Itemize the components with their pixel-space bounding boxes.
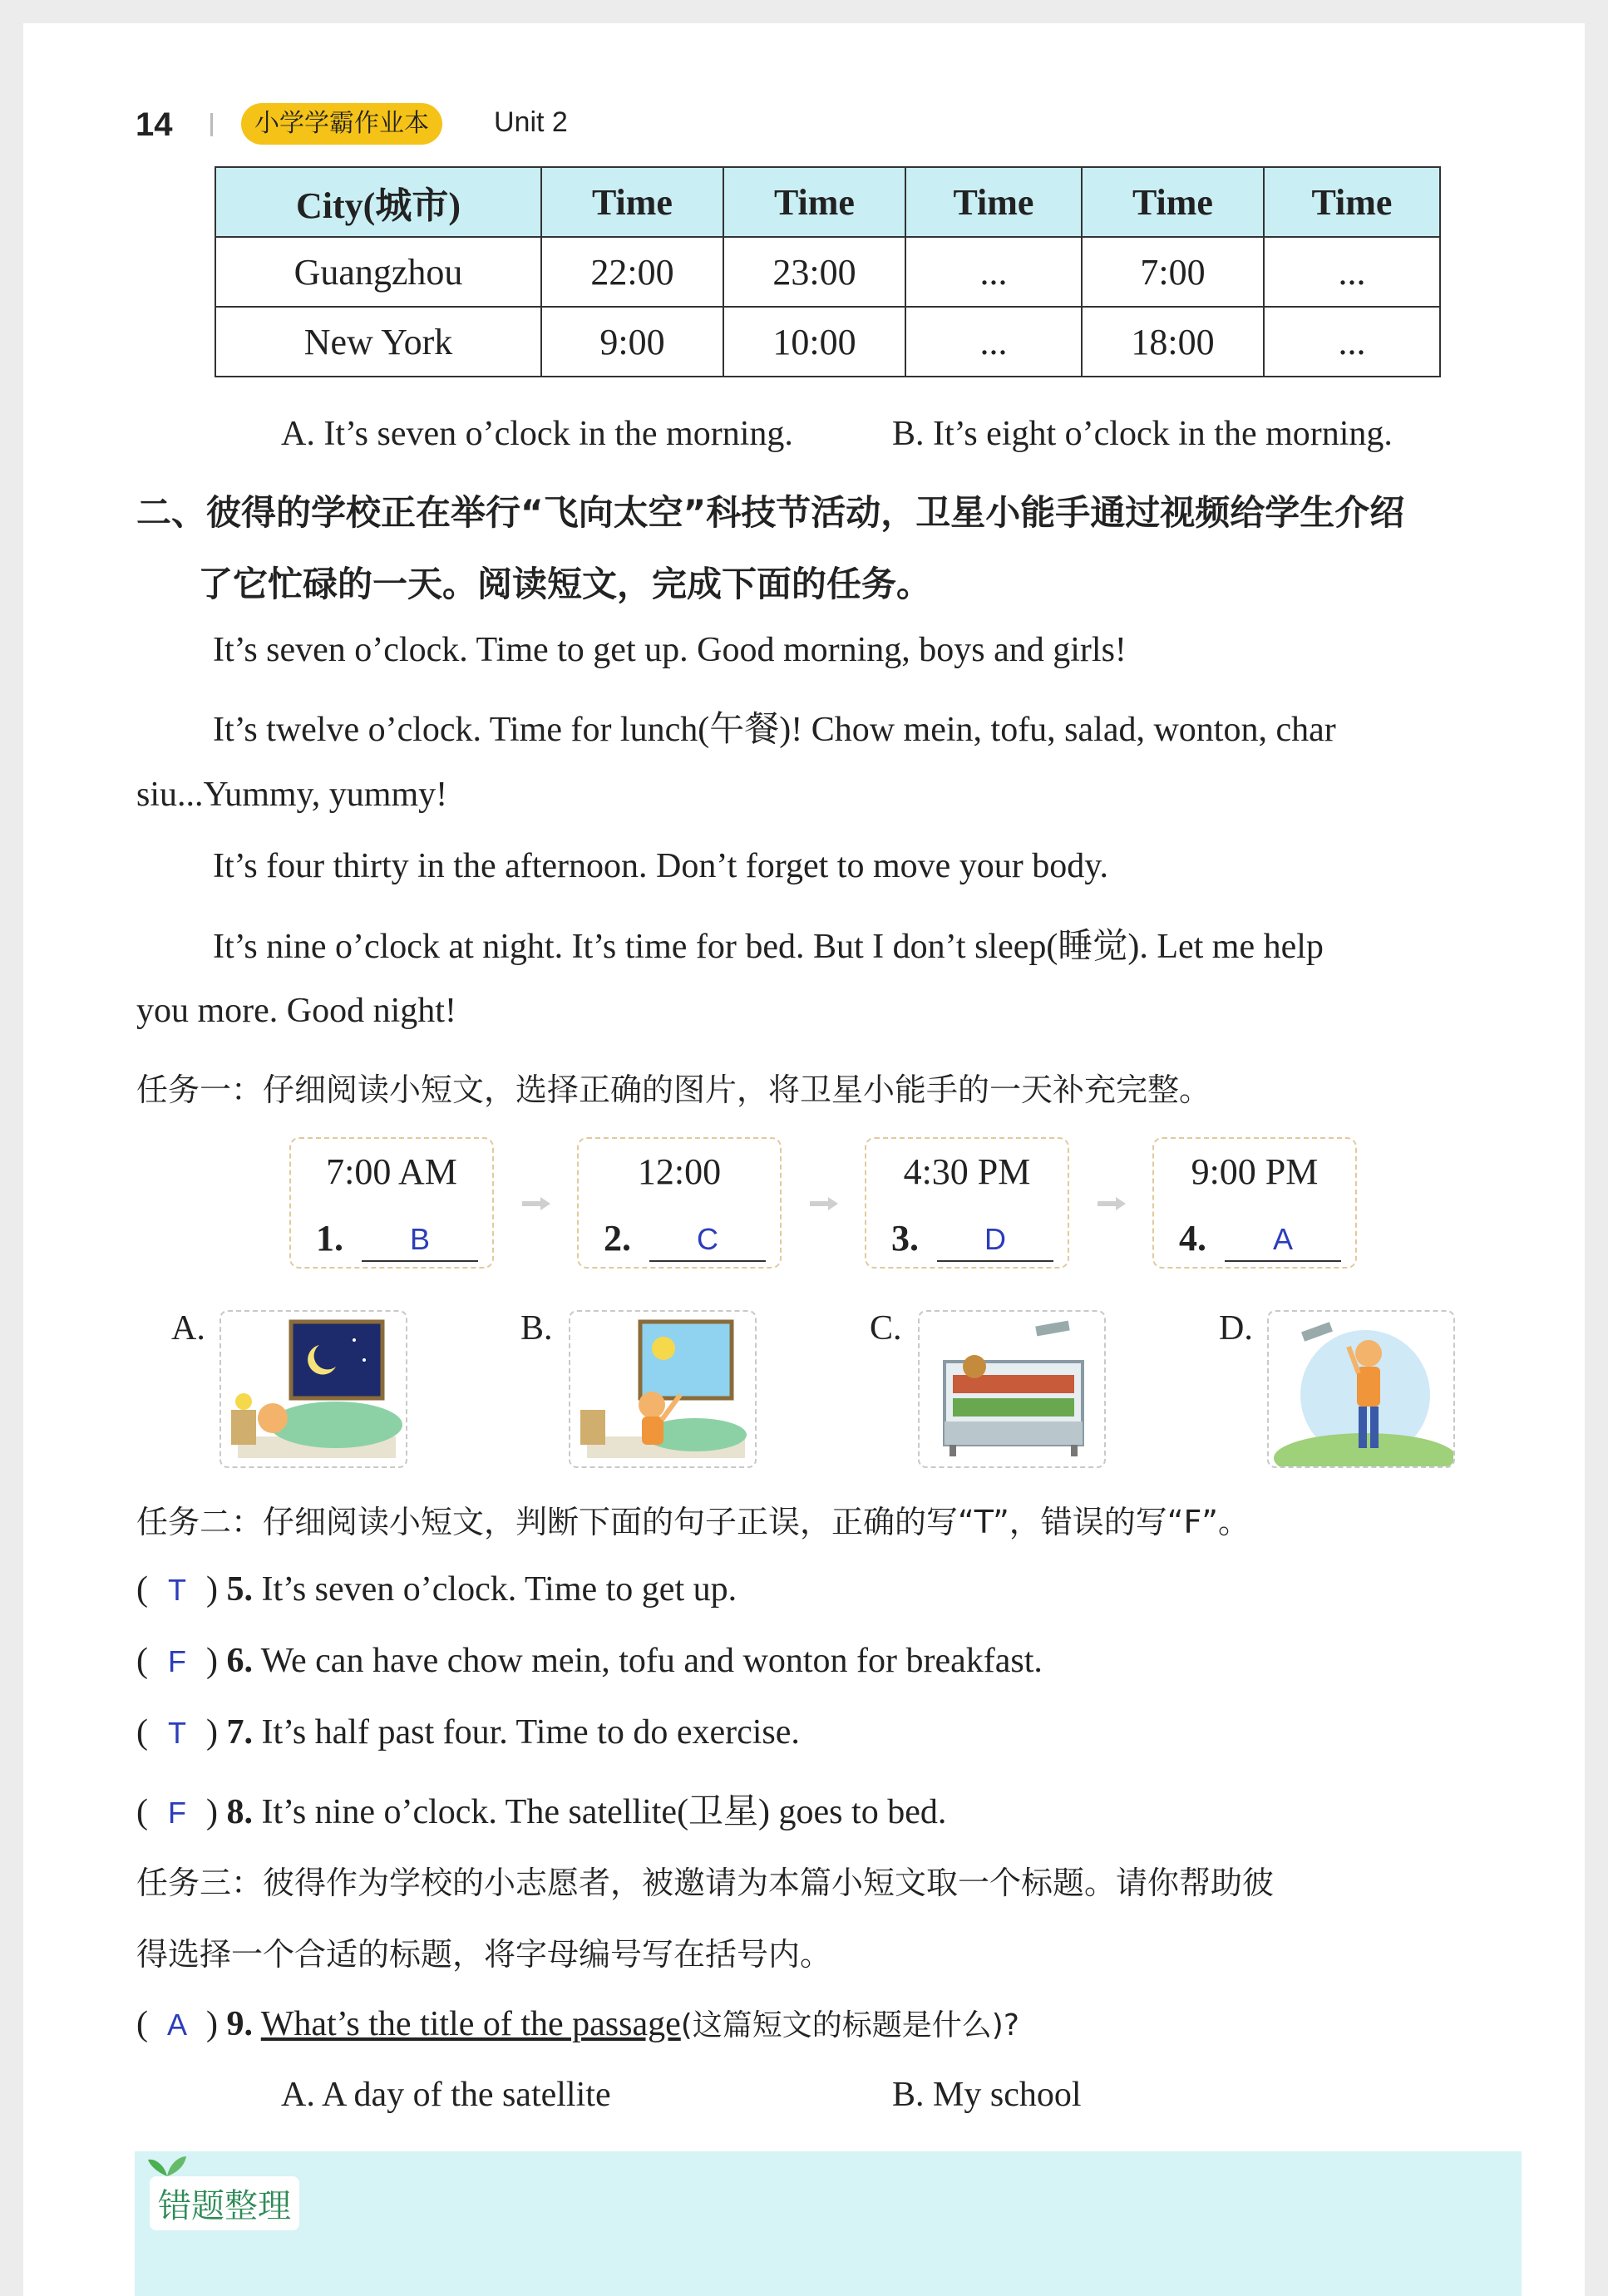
tf-answer[interactable]: T <box>168 1573 186 1607</box>
task2-instruction: 任务二：仔细阅读小短文，判断下面的句子正误，正确的写“T”，错误的写“F”。 <box>136 1504 1250 1540</box>
task2-item: ( F ) 8. It’s nine o’clock. The satellite(卫星) goes to bed. <box>136 1793 947 1831</box>
passage-line: It’s twelve o’clock. Time for lunch(午餐)! Chow mein, tofu, salad, wonton, char <box>213 711 1336 749</box>
table-header-cell: Time <box>905 167 1082 237</box>
picture-letter: A. <box>171 1309 205 1348</box>
table-cell: 7:00 <box>1082 237 1264 307</box>
table-cell: New York <box>215 307 541 377</box>
tf-statement: It’s half past four. Time to do exercise. <box>261 1713 800 1752</box>
tf-answer[interactable]: T <box>168 1716 186 1750</box>
table-cell: ... <box>1264 237 1440 307</box>
table-cell: 9:00 <box>541 307 723 377</box>
task2-item: ( F ) 6. We can have chow mein, tofu and wonton for breakfast. <box>136 1642 1043 1680</box>
page-number: 14 <box>136 106 173 143</box>
book-title-badge: 小学学霸作业本 <box>241 103 442 145</box>
task3-instruction-line1: 任务三：彼得作为学校的小志愿者，被邀请为本篇小短文取一个标题。请你帮助彼 <box>136 1865 1275 1901</box>
question-number: 3. <box>891 1218 919 1259</box>
task2-item: ( T ) 5. It’s seven o’clock. Time to get up. <box>136 1570 737 1609</box>
header-divider <box>210 113 213 136</box>
question-number: 4. <box>1179 1218 1206 1259</box>
timeline-time: 7:00 AM <box>326 1151 457 1192</box>
question-number: 2. <box>604 1218 631 1259</box>
food-counter-icon <box>918 1310 1106 1468</box>
answer-blank[interactable]: B <box>362 1219 478 1262</box>
task1-instruction: 任务一：仔细阅读小短文，选择正确的图片，将卫星小能手的一天补充完整。 <box>136 1072 1211 1108</box>
picture-letter: D. <box>1219 1309 1253 1348</box>
question-number: 1. <box>316 1218 343 1259</box>
question-number: 9. <box>226 2005 253 2043</box>
timeline-box <box>865 1137 1069 1269</box>
option-b: B. My school <box>892 2076 1082 2114</box>
table-header-cell: Time <box>541 167 723 237</box>
question-number: 7. <box>226 1713 253 1752</box>
passage-line: you more. Good night! <box>136 992 456 1030</box>
table-cell: 10:00 <box>723 307 905 377</box>
error-notes-area[interactable] <box>135 2151 1522 2296</box>
question-number: 8. <box>226 1793 253 1831</box>
table-header-cell: Time <box>1082 167 1264 237</box>
tf-answer[interactable]: F <box>168 1644 186 1678</box>
workbook-page <box>23 23 1585 2296</box>
question-number: 5. <box>226 1570 253 1609</box>
arrow-right-icon <box>522 1197 550 1210</box>
city-time-table <box>215 166 1441 377</box>
timeline-time: 9:00 PM <box>1191 1151 1319 1192</box>
table-header-cell: Time <box>1264 167 1440 237</box>
tf-statement: We can have chow mein, tofu and wonton for breakfast. <box>260 1642 1043 1680</box>
timeline-box <box>289 1137 494 1269</box>
answer-blank[interactable]: C <box>649 1219 766 1262</box>
unit-label: Unit 2 <box>494 106 568 138</box>
option-a: A. It’s seven o’clock in the morning. <box>281 415 793 453</box>
table-cell: 18:00 <box>1082 307 1264 377</box>
option-a: A. A day of the satellite <box>281 2076 611 2114</box>
task2-item: ( T ) 7. It’s half past four. Time to do exercise. <box>136 1713 800 1752</box>
boy-outdoors-icon <box>1267 1310 1455 1468</box>
answer-blank[interactable]: A <box>1225 1219 1341 1262</box>
tf-answer[interactable]: F <box>168 1796 186 1830</box>
table-header-row <box>215 167 1440 237</box>
table-cell: ... <box>905 237 1082 307</box>
table-cell: 22:00 <box>541 237 723 307</box>
passage-line: It’s four thirty in the afternoon. Don’t forget to move your body. <box>213 847 1109 885</box>
leaf-icon <box>146 2153 188 2178</box>
timeline-time: 4:30 PM <box>903 1151 1031 1192</box>
waking-up-icon <box>569 1310 757 1468</box>
picture-letter: C. <box>870 1309 902 1348</box>
table-cell: 23:00 <box>723 237 905 307</box>
question-text: What’s the title of the passage <box>260 2005 681 2043</box>
timeline-box <box>1152 1137 1357 1269</box>
table-header-cell: City(城市) <box>215 167 541 237</box>
task3-instruction-line2: 得选择一个合适的标题，将字母编号写在括号内。 <box>136 1936 832 1973</box>
passage-line: It’s seven o’clock. Time to get up. Good morning, boys and girls! <box>213 631 1127 669</box>
timeline-box <box>577 1137 782 1269</box>
question-text-cn: (这篇短文的标题是什么)? <box>680 2008 1019 2042</box>
table-cell: ... <box>905 307 1082 377</box>
table-cell: Guangzhou <box>215 237 541 307</box>
error-notes-label: 错题整理 <box>150 2176 299 2230</box>
sleeping-at-night-icon <box>219 1310 407 1468</box>
picture-letter: B. <box>520 1309 553 1348</box>
tf-statement: It’s seven o’clock. Time to get up. <box>261 1570 737 1609</box>
section2-title-line2: 了它忙碌的一天。阅读短文，完成下面的任务。 <box>198 564 932 604</box>
tf-statement: It’s nine o’clock. The satellite(卫星) goes to bed. <box>261 1793 947 1831</box>
table-header-cell: Time <box>723 167 905 237</box>
task3-question: ( A ) 9. What’s the title of the passage(这篇短文的标题是什么)? <box>136 2005 1019 2043</box>
arrow-right-icon <box>810 1197 838 1210</box>
question-number: 6. <box>226 1642 253 1680</box>
table-row <box>215 307 1440 377</box>
table-row <box>215 237 1440 307</box>
answer-blank[interactable]: D <box>937 1219 1053 1262</box>
passage-line: It’s nine o’clock at night. It’s time for bed. But I don’t sleep(睡觉). Let me help <box>213 928 1324 966</box>
section2-title-line1: 二、彼得的学校正在举行“飞向太空”科技节活动，卫星小能手通过视频给学生介绍 <box>136 492 1405 533</box>
table-cell: ... <box>1264 307 1440 377</box>
option-b: B. It’s eight o’clock in the morning. <box>892 415 1393 453</box>
choice-answer[interactable]: A <box>166 2008 187 2042</box>
passage-line: siu...Yummy, yummy! <box>136 776 448 814</box>
timeline-time: 12:00 <box>637 1151 722 1192</box>
arrow-right-icon <box>1097 1197 1126 1210</box>
